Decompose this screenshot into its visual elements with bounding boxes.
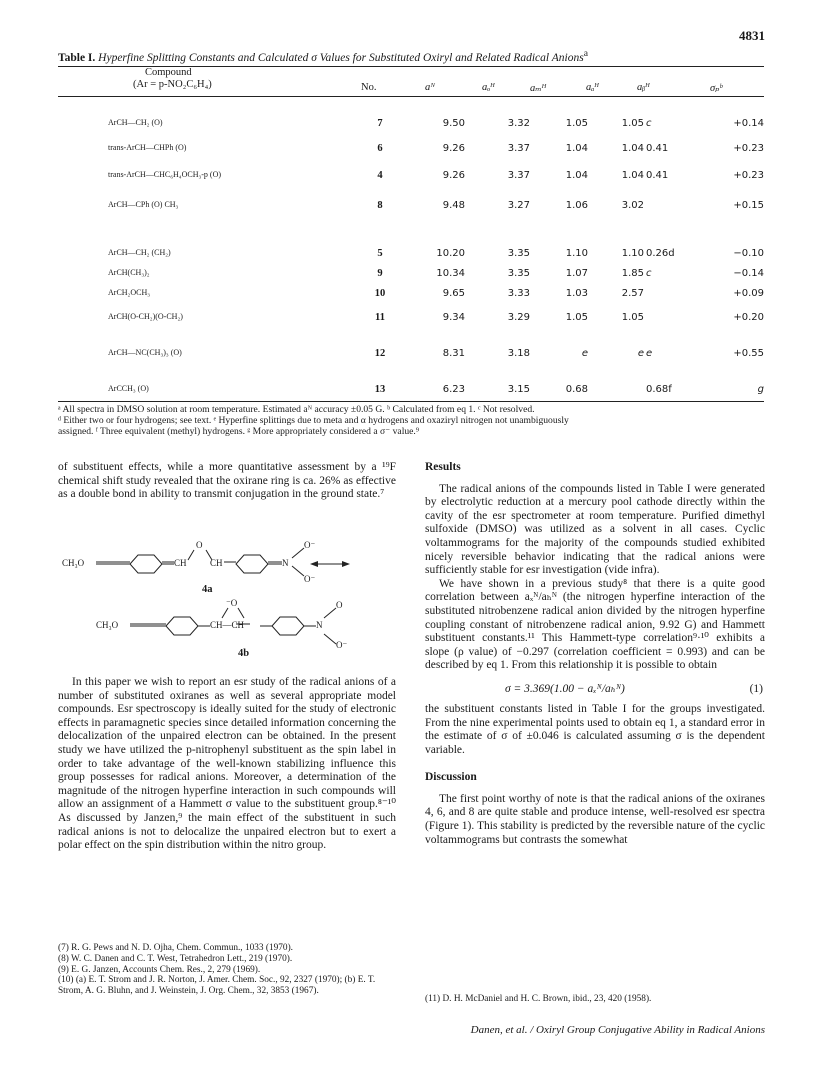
cell-ab: c [646,118,652,129]
reference-8: (8) W. C. Danen and C. T. West, Tetrahedron Lett., 219 (1970). [58,953,293,964]
table-row [58,248,764,268]
left-para-1 [58,461,396,502]
cell-ao: 3.35 [507,268,530,279]
cell-ao: 3.29 [507,312,530,323]
equation-1: σ = 3.369(1.00 − aₓᴺ/aₕᴺ) [505,682,625,695]
cell-no: 9 [377,268,383,279]
struct-4b-label: 4b [238,648,250,659]
cell-aN: 9.48 [442,200,465,211]
cell-ao: 3.37 [507,143,530,154]
cell-ab: c [646,268,652,279]
cell-am: 1.05 [565,312,588,323]
cell-aa: 3.02 [621,200,644,211]
cell-no: 10 [374,288,386,299]
struct-4a-o-minus-bottom: O⁻ [304,574,316,584]
table-row [58,118,764,138]
cell-sigma: +0.20 [733,312,764,323]
cell-no: 13 [374,384,386,395]
cell-compound: ArCCH₃ (O) [108,384,149,393]
cell-ao: 3.33 [507,288,530,299]
header-no: No. [361,82,377,93]
cell-aN: 10.34 [436,268,465,279]
header-abeta: aᵦᴴ [637,82,649,93]
cell-ab: 0.68f [646,384,672,395]
cell-compound: trans-ArCH—CHC₆H₄OCH₃-p (O) [108,170,222,179]
reference-10: (10) (a) E. T. Strom and J. R. Norton, J. Amer. Chem. Soc., 92, 2327 (1970); (b) E. T. Strom, A. G. Bluhn, and J. Weinstein, J. Org. Chem., 32, 3853 (1967). [58,975,376,997]
table-row [58,200,764,220]
cell-sigma: g [757,384,764,395]
header-compound-sub: (Ar = p-NO₂C₆H₄) [133,79,212,90]
struct-4a-label: 4a [202,584,213,595]
table-footnote: assigned. ᶠ Three equivalent (methyl) hydrogens. ᵍ More appropriately considered a σ⁻ value.⁹ [58,426,420,437]
cell-ao: 3.32 [507,118,530,129]
cell-no: 7 [377,118,383,129]
struct-4b-left: CH₃O [96,620,119,630]
header-aN: aᴺ [425,82,436,93]
cell-aN: 9.26 [442,143,465,154]
reference-7: (7) R. G. Pews and N. D. Ojha, Chem. Commun., 1033 (1970). [58,943,293,953]
struct-4a-left: CH₃O [62,558,85,568]
cell-am: 1.04 [565,143,588,154]
header-compound: Compound [145,67,192,78]
cell-sigma: +0.23 [733,170,764,181]
cell-am: 1.10 [565,248,588,259]
cell-am: 1.03 [565,288,588,299]
cell-ao: 3.27 [507,200,530,211]
results-para-1: The radical anions of the compounds listed in Table I were generated by electrolytic reduction at a mercury pool cathode directly within the cavity of the esr spectrometer at room temperature. Purified dimethyl sulfoxide (DMSO) was utilized as a solvent in all cases. Cyclic voltammograms for the majority of the compounds studied exhibited nicely reversible behavior indicating that the radical anions were sufficiently stable for esr investigation (vide infra). [425,482,765,577]
page-number: 4831 [739,28,765,43]
cell-aN: 9.65 [442,288,465,299]
struct-4a-mid2: CH [210,558,223,568]
struct-4b-o-bottom: O⁻ [336,640,348,650]
cell-am: 1.05 [565,118,588,129]
equation-number: (1) [749,682,763,695]
header-am: aₘᴴ [530,83,546,94]
cell-am: 0.68 [565,384,588,395]
cell-compound: ArCH(O-CH₂)(O-CH₂) [108,312,183,321]
ring-4b-2 [272,617,304,635]
cell-sigma: +0.55 [733,348,764,359]
cell-no: 4 [377,170,383,181]
cell-ao: 3.18 [507,348,530,359]
ring-4b-1 [166,617,198,635]
cell-aN: 8.31 [442,348,465,359]
cell-compound: ArCH(CH₃)₂ [108,268,150,277]
cell-aN: 9.34 [442,312,465,323]
table-caption-mark: a [583,48,588,59]
cell-compound: ArCH₂OCH₃ [108,288,151,297]
cell-aa: 1.85 [621,268,644,279]
results-para-2: We have shown in a previous study⁸ that there is a quite good correlation between aₓᴺ/aₕᴺ (the nitrogen hyperfine interaction of the substituted nitrobenzene radical anion divided by the nitrogen hyperfine coupling constant of nitrobenzene radical anion, 9.92 G) and Hammett substituent constants.¹¹ This Hammett-type correlation⁹·¹⁰ exhibits a slope (ρ value) of −0.297 (correlation coefficient = 0.993) and can be described by eq 1. From this relationship it is possible to obtain [425,577,765,672]
cell-aa: 2.57 [621,288,644,299]
table-footnote: ᵈ Either two or four hydrogens; see text. ᵉ Hyperfine splittings due to meta and α hydrogens and oxaziryl nitrogen not unambiguously [58,415,569,426]
left-references [58,943,396,997]
ring-4a-1 [130,555,162,573]
struct-4b-o-top: O [336,600,343,610]
table-row [58,348,764,368]
cell-no: 11 [375,312,385,323]
struct-4a-o-minus-top: O⁻ [304,540,316,550]
right-column [425,461,765,847]
cell-ao: 3.15 [507,384,530,395]
table-row [58,288,764,308]
cell-aN: 10.20 [436,248,465,259]
cell-am: 1.06 [565,200,588,211]
structure-diagram-4a-4b [60,540,400,670]
table-header-rule [58,96,764,97]
cell-aa: e [637,348,644,359]
page-footer: Danen, et al. / Oxiryl Group Conjugative Ability in Radical Anions [470,1024,765,1036]
cell-compound: trans-ArCH—CHPh (O) [108,143,187,152]
left-para-2 [58,676,396,853]
table-footnote: ᵃ All spectra in DMSO solution at room temperature. Estimated aᴺ accuracy ±0.05 G. ᵇ Calculated from eq 1. ᶜ Not resolved. [58,404,535,415]
cell-aa: 1.04 [621,170,644,181]
table-row [58,170,764,190]
cell-sigma: +0.09 [733,288,764,299]
cell-compound: ArCH—NC(CH₃)₃ (O) [108,348,182,357]
cell-sigma: −0.14 [733,268,764,279]
cell-ao: 3.35 [507,248,530,259]
cell-am: 1.04 [565,170,588,181]
ring-4a-2 [236,555,268,573]
cell-sigma: −0.10 [733,248,764,259]
table-row [58,268,764,288]
header-ao: aₒᴴ [482,82,494,93]
cell-aN: 6.23 [442,384,465,395]
table-caption-prefix: Table I. [58,51,96,64]
reference-9: (9) E. G. Janzen, Accounts Chem. Res., 2, 279 (1969). [58,964,261,975]
struct-4a-mid1: CH [174,558,187,568]
reference-11: (11) D. H. McDaniel and H. C. Brown, ibid., 23, 420 (1958). [425,994,652,1004]
cell-am: e [581,348,588,359]
cell-aa: 1.10 [621,248,644,259]
cell-aN: 9.26 [442,170,465,181]
cell-sigma: +0.15 [733,200,764,211]
cell-no: 5 [377,248,383,259]
struct-4b-mid: CH—CH [210,620,245,630]
cell-aa: 1.05 [621,118,644,129]
left-para-1-text: of substituent effects, while a more quantitative assessment by a ¹⁹F chemical shift study revealed that the oxirane ring is ca. 26% as effective as a double bond in ability to transmit conjugation in the ground state.⁷ [58,461,396,501]
struct-4a-oxygen: O [196,540,203,550]
cell-aa: 1.05 [621,312,644,323]
discussion-heading: Discussion [425,771,477,784]
cell-aa: 1.04 [621,143,644,154]
cell-compound: ArCH—CPh (O) CH₃ [108,200,179,209]
results-heading: Results [425,461,461,473]
cell-no: 8 [377,200,383,211]
struct-4b-oxygen: ⁻O [226,598,238,608]
cell-ao: 3.37 [507,170,530,181]
cell-ab: 0.41 [646,170,669,181]
table-bottom-rule [58,401,764,402]
cell-no: 12 [374,348,386,359]
table-caption-text: Hyperfine Splitting Constants and Calculated σ Values for Substituted Oxiryl and Related Radical Anions [98,51,584,64]
cell-ab: 0.26d [646,248,675,259]
cell-am: 1.07 [565,268,588,279]
header-aalpha: aₐᴴ [586,82,599,93]
cell-sigma: +0.23 [733,143,764,154]
left-para-2-text: In this paper we wish to report an esr study of the radical anions of a number of substituted oxiranes as well as several appropriate model compounds. Esr spectroscopy is ideally suited for the study of electronic effects in paramagnetic species since detailed information concerning the delocalization of the unpaired electron can be obtained. In the present study we have utilized the p-nitrophenyl substituent as the spin label in order to take advantage of the well-known stabilizing influence this group possesses for radical anions. Moreover, a determination of the magnitude of the nitrogen hyperfine interaction in such compounds will allow an assignment of a Hammett σ value to the substituent group.⁸⁻¹⁰ As discussed by Janzen,⁹ the main effect of the substituent in such radical anions is not to delocalize the unpaired electron but to exert a polar effect on the spin distribution within the nitro group. [58,676,396,852]
results-para-3: the substituent constants listed in Table I for the groups investigated. From the nine experimental points used to obtain eq 1, a standard error in the estimate of σ of ±0.046 is calculated assuming σ is the dependent variable. [425,702,765,756]
table-caption [58,48,758,64]
cell-compound: ArCH—CH₂ (CH₂) [108,248,171,257]
header-sigma: σₚᵇ [710,83,723,94]
cell-sigma: +0.14 [733,118,764,129]
cell-no: 6 [377,143,383,154]
struct-4a-right: N [282,558,289,568]
cell-compound: ArCH—CH₂ (O) [108,118,163,127]
cell-ab: 0.41 [646,143,669,154]
table-row [58,143,764,163]
equation-row [425,677,765,703]
cell-aN: 9.50 [442,118,465,129]
cell-ab: e [646,348,653,359]
table-row [58,312,764,332]
discussion-para-1: The first point worthy of note is that the radical anions of the oxiranes 4, 6, and 8 are quite stable and produce intense, well-resolved esr spectra (Figure 1). This stability is predicted by the reversible nature of the cyclic voltammograms but contrasts the somewhat [425,792,765,846]
struct-4b-right: N [316,620,323,630]
